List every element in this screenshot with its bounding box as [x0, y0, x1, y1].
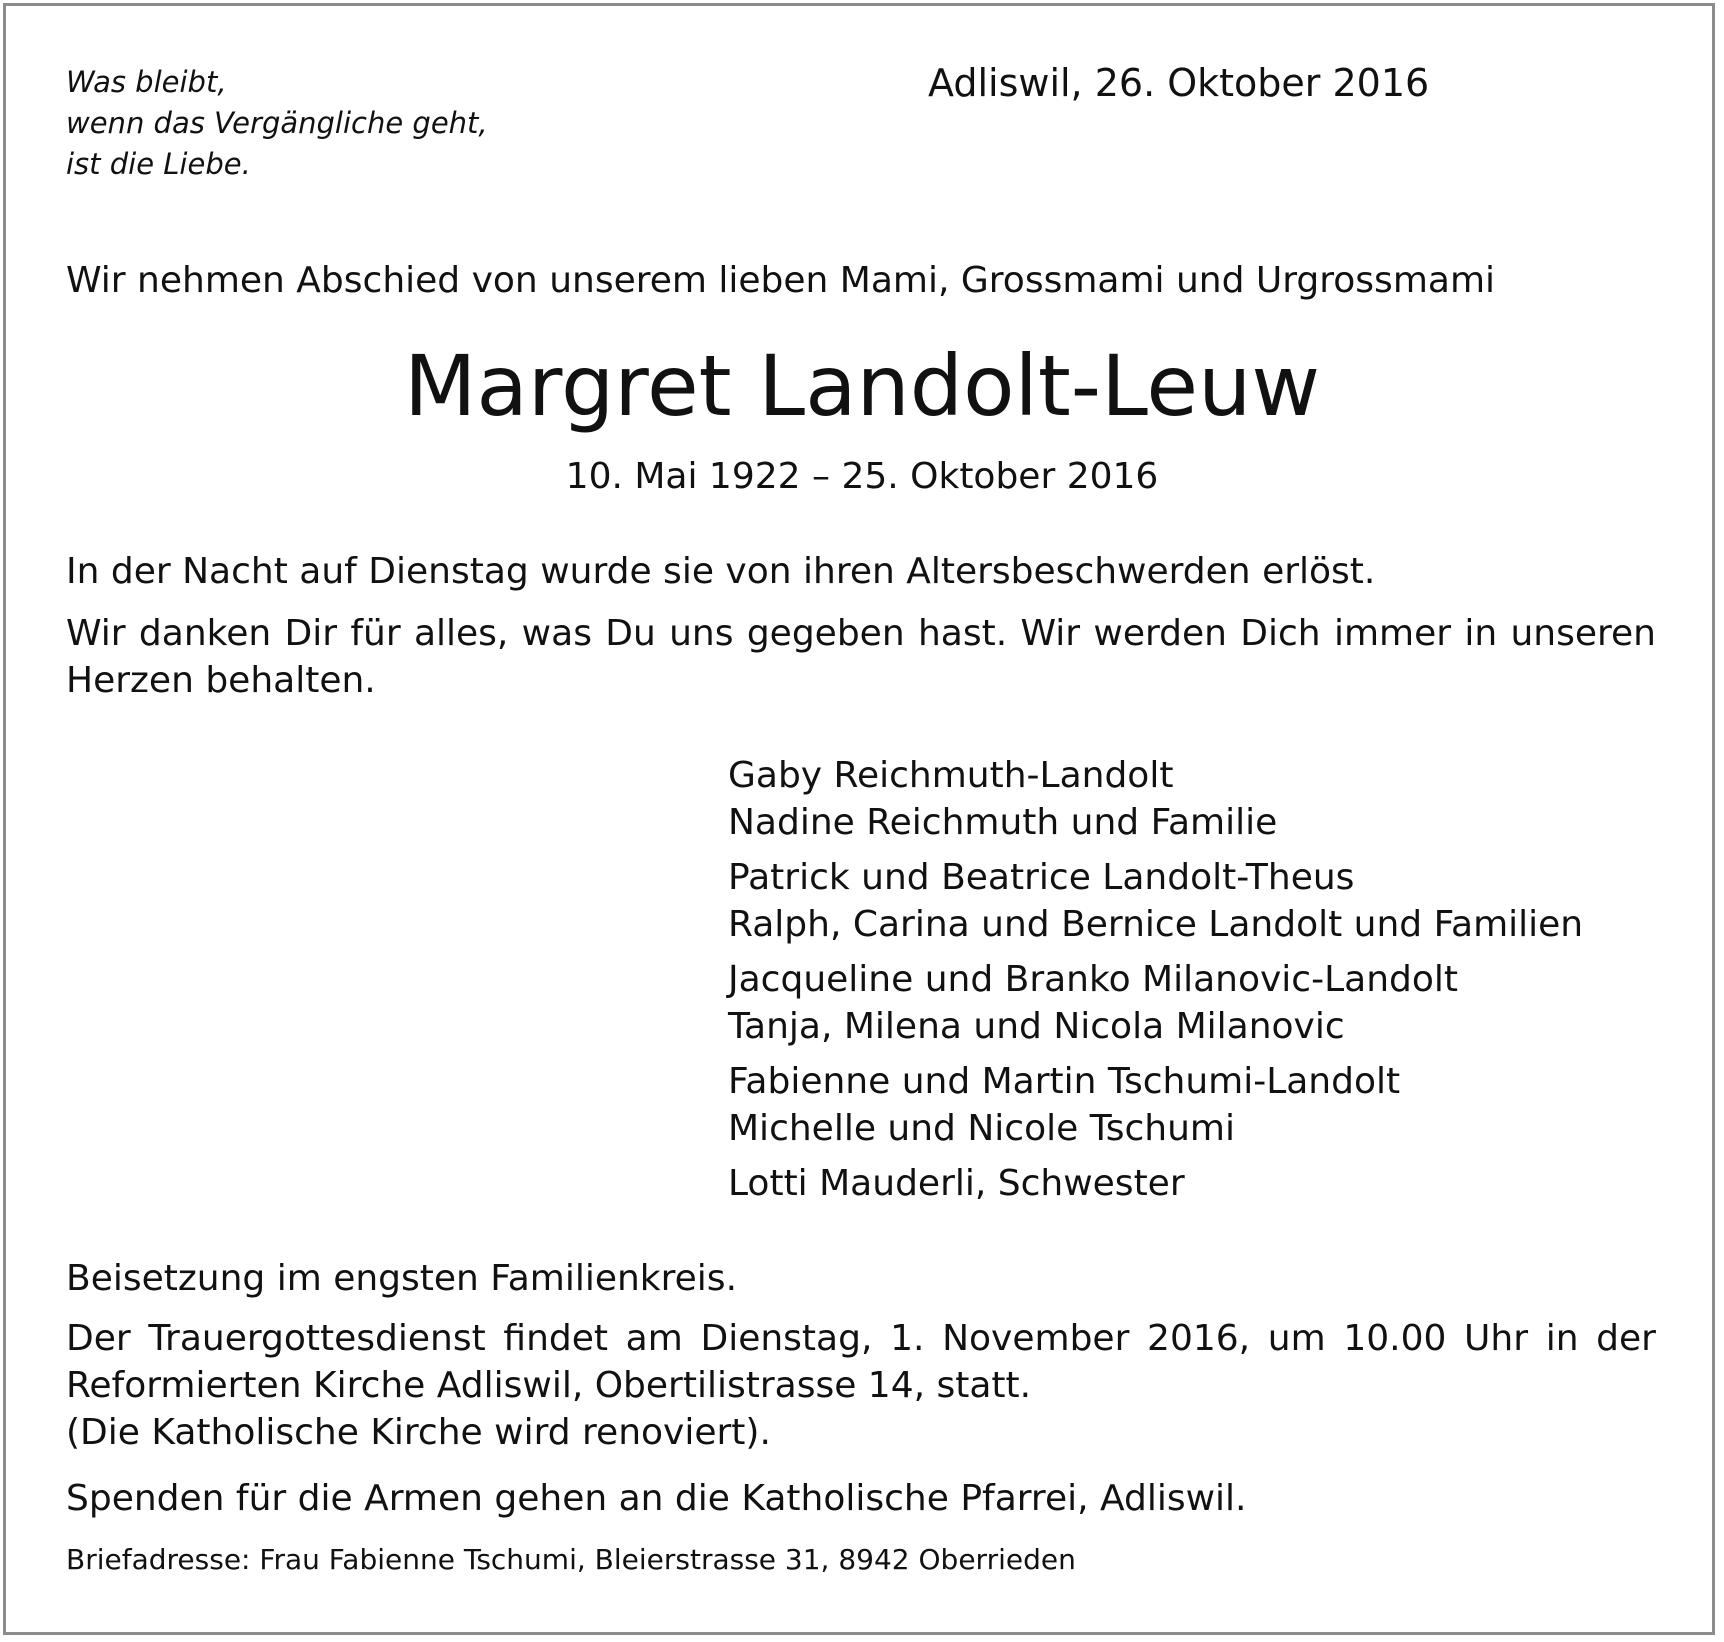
intro-text: Wir nehmen Abschied von unserem lieben Mami, Grossmami und Urgrossmami: [66, 260, 1496, 301]
mourner-line: Tanja, Milena und Nicola Milanovic: [728, 1006, 1345, 1047]
burial-text: Beisetzung im engsten Familienkreis.: [66, 1258, 738, 1299]
donations-text: Spenden für die Armen gehen an die Katholische Pfarrei, Adliswil.: [66, 1478, 1247, 1519]
place-date: Adliswil, 26. Oktober 2016: [928, 61, 1430, 105]
mourner-line: Lotti Mauderli, Schwester: [728, 1163, 1185, 1204]
mourner-line: Gaby Reichmuth-Landolt: [728, 755, 1174, 796]
mourner-group: [728, 1160, 1583, 1207]
motto-line: wenn das Vergängliche geht,: [66, 106, 488, 140]
mourner-line: Michelle und Nicole Tschumi: [728, 1108, 1235, 1149]
mourner-group: [728, 752, 1583, 846]
service-text: [66, 1315, 1656, 1456]
mourner-line: Jacqueline und Branko Milanovic-Landolt: [728, 959, 1459, 1000]
mourner-line: Patrick und Beatrice Landolt-Theus: [728, 857, 1355, 898]
deceased-name: Margret Landolt-Leuw: [403, 337, 1321, 435]
mourner-line: Ralph, Carina und Bernice Landolt und Familien: [728, 904, 1584, 945]
motto: [66, 62, 488, 185]
motto-line: Was bleibt,: [66, 65, 227, 99]
mourner-line: Fabienne und Martin Tschumi-Landolt: [728, 1061, 1401, 1102]
mourner-group: [728, 854, 1583, 948]
motto-line: ist die Liebe.: [66, 147, 251, 181]
service-lines: Der Trauergottesdienst findet am Dienstag, 1. November 2016, um 10.00 Uhr in der Reformierten Kirche Adliswil, Obertilistrasse 14, statt.: [66, 1318, 1656, 1406]
mailing-address: Briefadresse: Frau Fabienne Tschumi, Bleierstrasse 31, 8942 Oberrieden: [66, 1543, 1076, 1576]
mourner-group: [728, 1058, 1583, 1152]
mourners-list: [728, 752, 1583, 1215]
mourner-line: Nadine Reichmuth und Familie: [728, 802, 1278, 843]
service-note: (Die Katholische Kirche wird renoviert).: [66, 1412, 771, 1453]
mourner-group: [728, 956, 1583, 1050]
body-paragraph-1: In der Nacht auf Dienstag wurde sie von ihren Altersbeschwerden erlöst.: [66, 551, 1376, 592]
body-paragraph-2: Wir danken Dir für alles, was Du uns gegeben hast. Wir werden Dich immer in unseren Herzen behalten.: [66, 613, 1656, 701]
lifespan: 10. Mai 1922 – 25. Oktober 2016: [565, 456, 1159, 497]
